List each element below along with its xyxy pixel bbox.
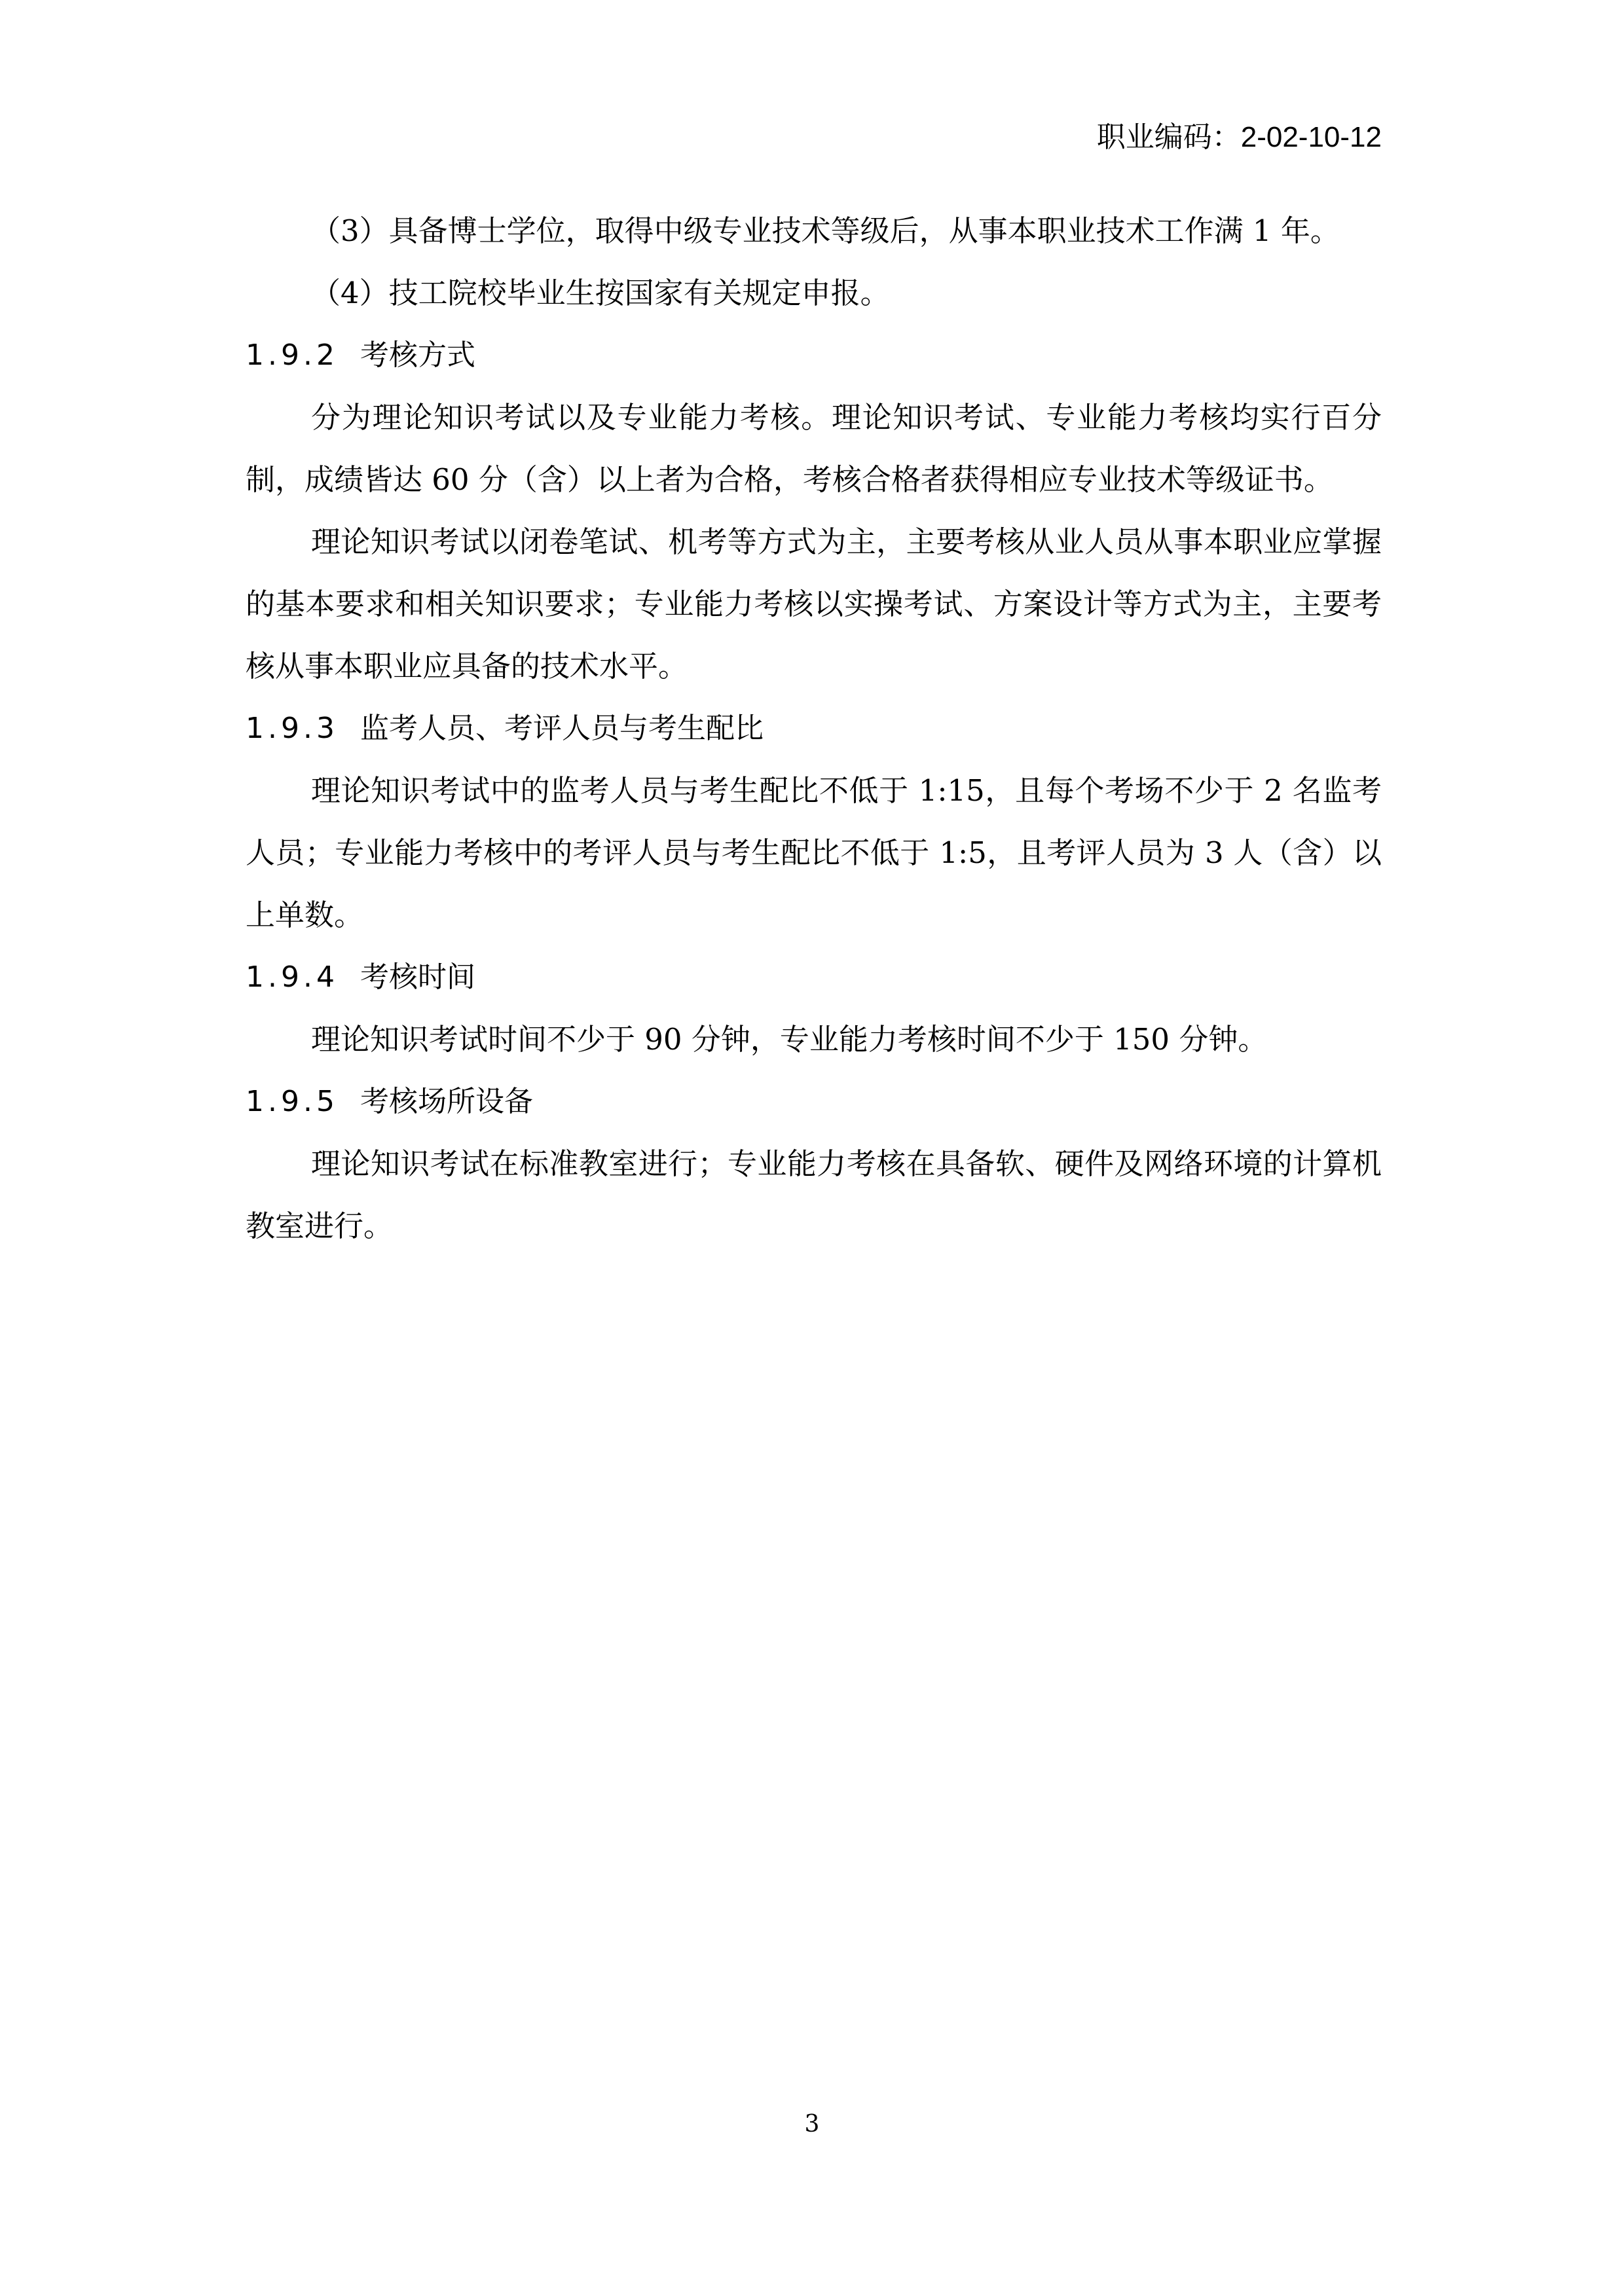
paragraph: 理论知识考试中的监考人员与考生配比不低于 1:15，且每个考场不少于 2 名监考人员；专业能力考核中的考评人员与考生配比不低于 1:5，且考评人员为 3 人（含）以上单数。 bbox=[246, 773, 1382, 932]
page-number: 3 bbox=[804, 2111, 820, 2138]
section-title: 考核方式 bbox=[360, 338, 475, 372]
section-number: 1.9.3 bbox=[246, 712, 339, 745]
requirement-item-3: （3）具备博士学位，取得中级专业技术等级后，从事本职业技术工作满 1 年。 bbox=[311, 213, 1340, 248]
section-heading-1-9-3 bbox=[246, 697, 1382, 759]
section-number: 1.9.5 bbox=[246, 1085, 339, 1118]
section-title: 监考人员、考评人员与考生配比 bbox=[360, 712, 764, 745]
paragraph: 理论知识考试时间不少于 90 分钟，专业能力考核时间不少于 150 分钟。 bbox=[311, 1022, 1268, 1057]
requirement-item-4: （4）技工院校毕业生按国家有关规定申报。 bbox=[311, 276, 890, 310]
section-title: 考核时间 bbox=[360, 960, 475, 994]
document-body bbox=[246, 200, 1382, 1257]
occupation-code: 职业编码：2-02-10-12 bbox=[1096, 121, 1382, 153]
paragraph: 理论知识考试在标准教室进行；专业能力考核在具备软、硬件及网络环境的计算机教室进行。 bbox=[246, 1146, 1382, 1243]
section-heading-1-9-2 bbox=[246, 324, 1382, 386]
section-heading-1-9-4 bbox=[246, 946, 1382, 1008]
section-title: 考核场所设备 bbox=[360, 1085, 533, 1118]
section-number: 1.9.4 bbox=[246, 960, 339, 994]
paragraph: 理论知识考试以闭卷笔试、机考等方式为主，主要考核从业人员从事本职业应掌握的基本要求和相关知识要求；专业能力考核以实操考试、方案设计等方式为主，主要考核从事本职业应具备的技术水平。 bbox=[246, 524, 1382, 683]
section-number: 1.9.2 bbox=[246, 338, 339, 372]
section-heading-1-9-5 bbox=[246, 1070, 1382, 1133]
paragraph: 分为理论知识考试以及专业能力考核。理论知识考试、专业能力考核均实行百分制，成绩皆达 60 分（含）以上者为合格，考核合格者获得相应专业技术等级证书。 bbox=[246, 400, 1382, 497]
